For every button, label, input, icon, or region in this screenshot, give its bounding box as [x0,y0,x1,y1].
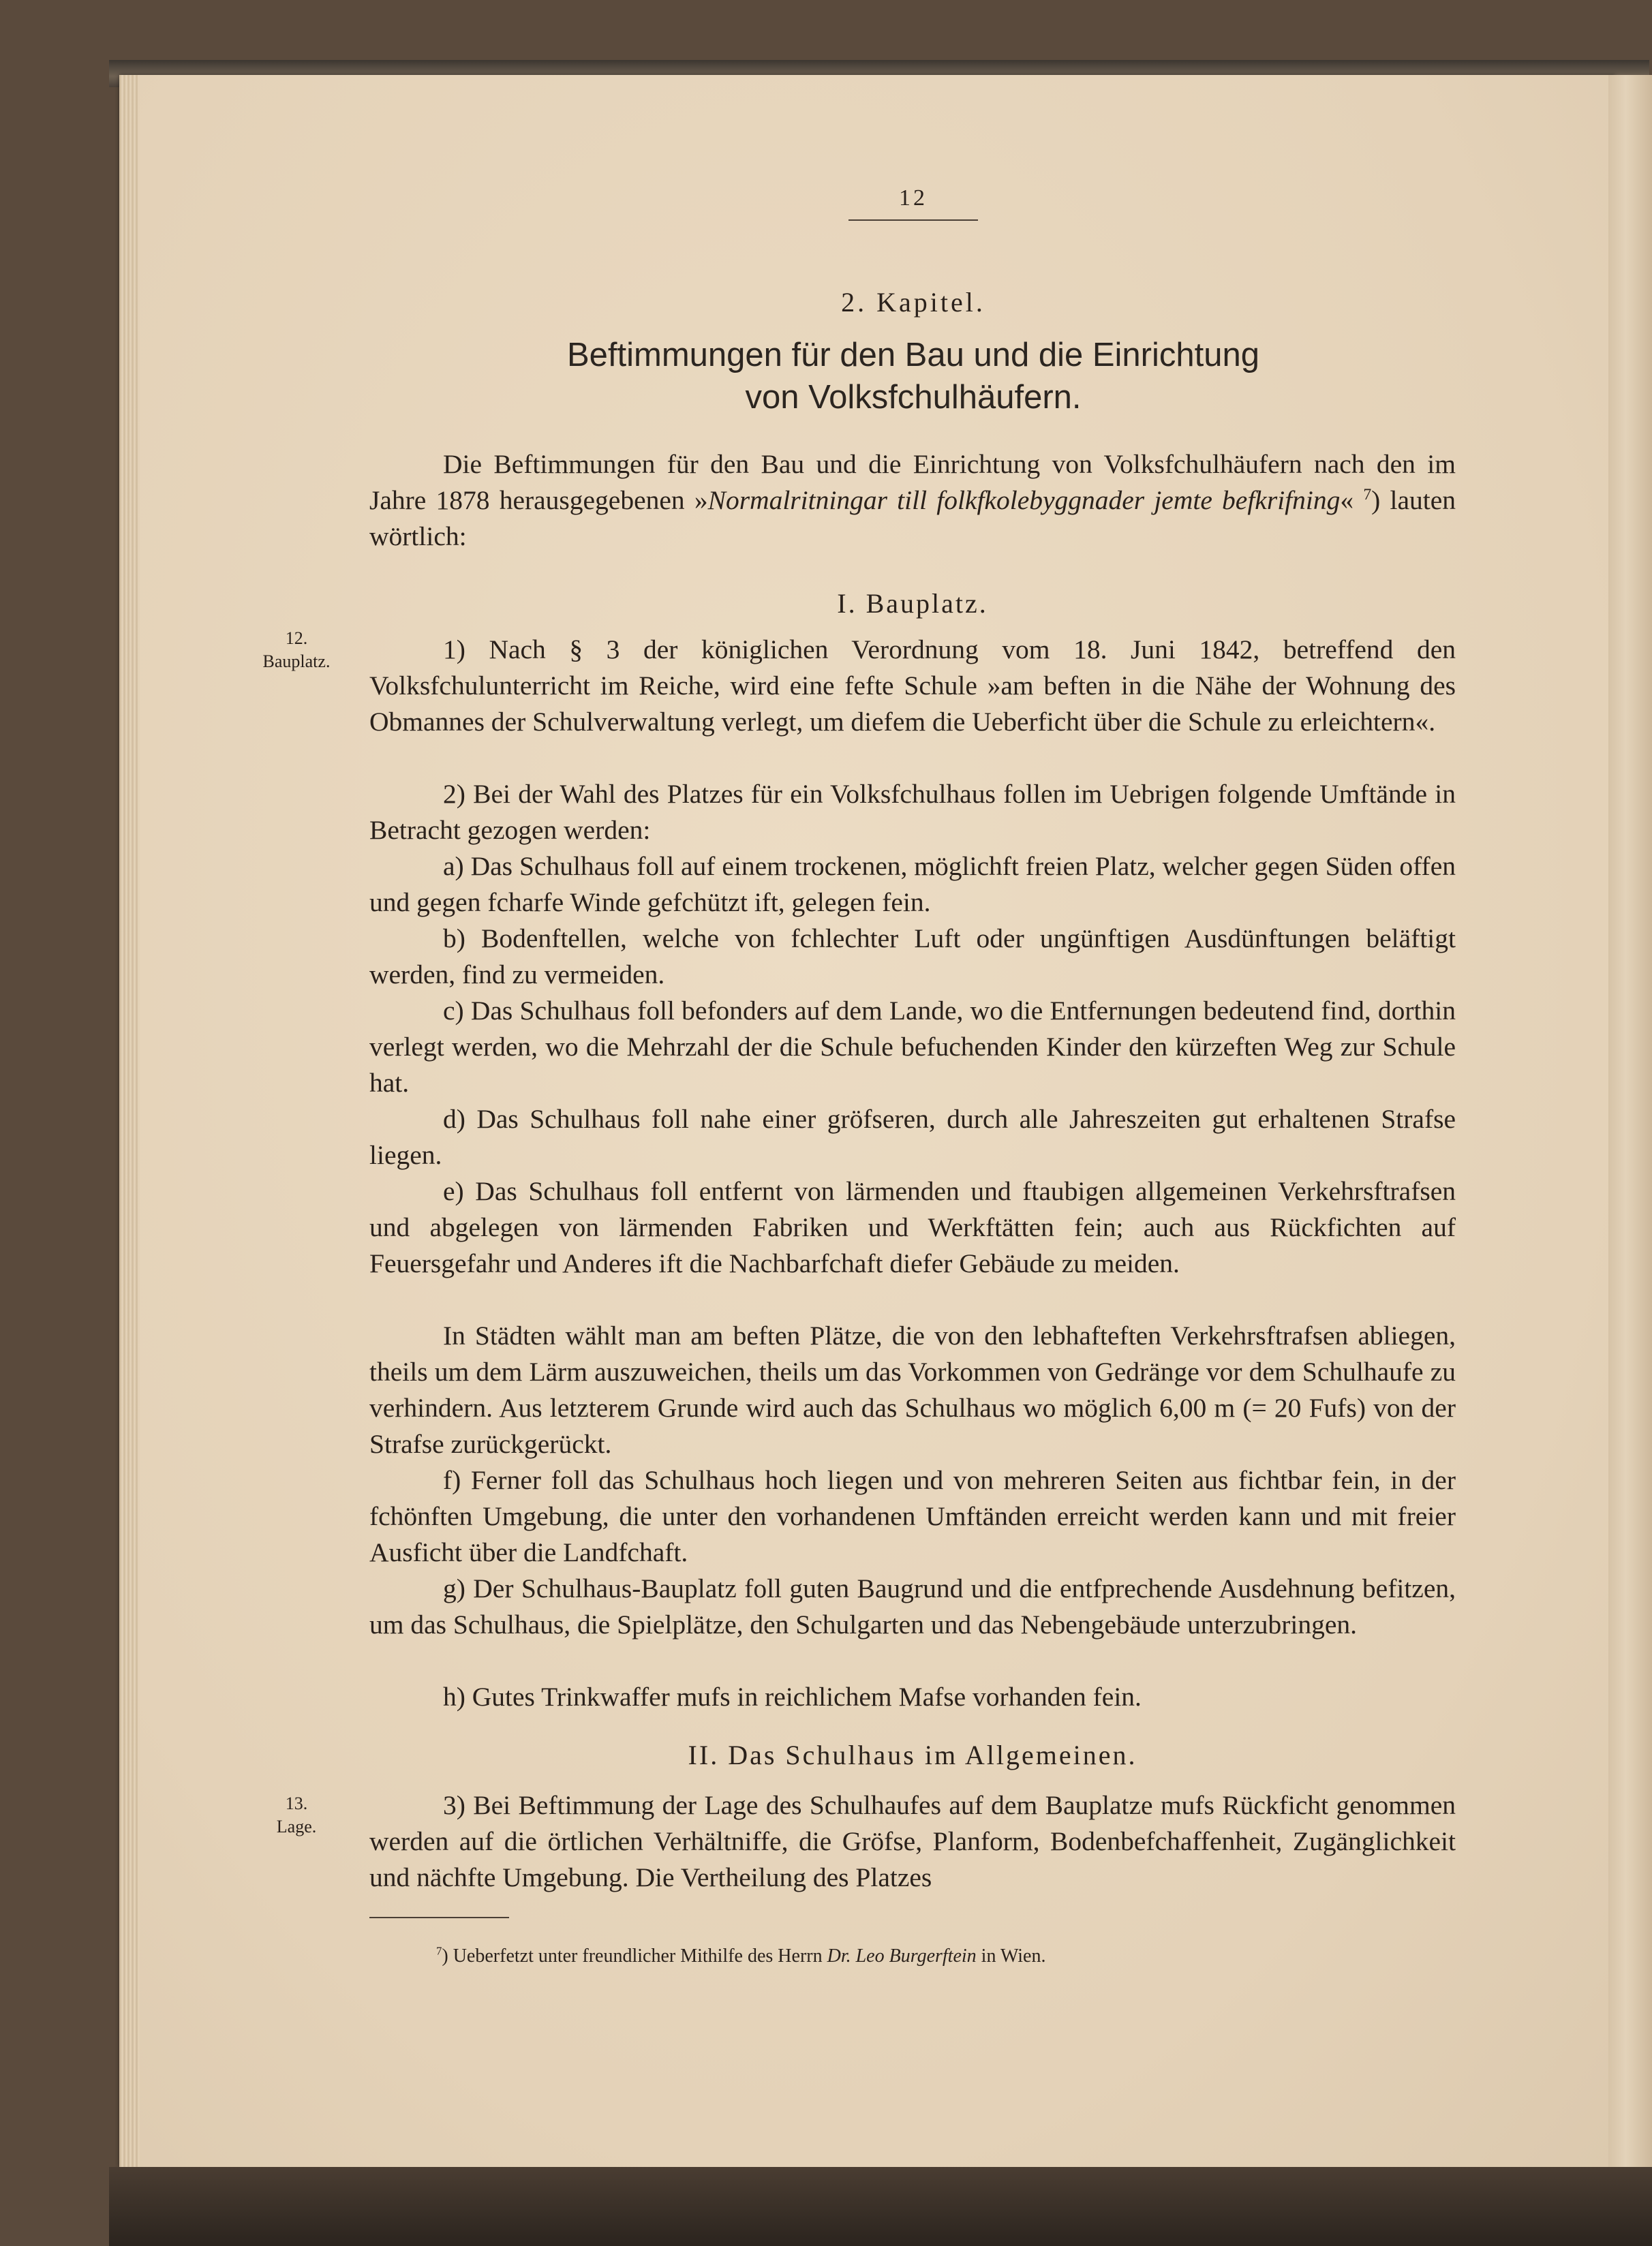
intro-italic-title: Normalritningar till folkfkolebyggnader jemte befkrifning [707,485,1341,515]
margin-note-label: Bauplatz. [262,651,331,671]
margin-note-label: Lage. [276,1817,317,1836]
section-heading-bauplatz: I. Bauplatz. [837,588,988,619]
chapter-title: Beftimmungen für den Bau und die Einrichtung von Volksfchulhäufern. [566,337,1260,416]
page-gutter [119,75,140,2167]
paragraph-2: 2) Bei der Wahl des Platzes für ein Volksfchulhaus follen im Uebrigen folgende Umftände in Betracht gezogen werden: [369,779,1456,845]
margin-note-number: 12. [285,628,308,648]
paragraph-h: h) Gutes Trinkwaffer mufs in reichlichem Mafse vorhanden fein. [443,1682,1142,1712]
chapter-label: 2. Kapitel. [841,287,985,318]
book-binding-bottom [109,2167,1652,2246]
section-heading-schulhaus: II. Das Schulhaus im Allgemeinen. [688,1740,1137,1770]
page-number: 12 [899,185,928,211]
footnote-marker: 7 [436,1944,442,1958]
paragraph-1: 1) Nach § 3 der königlichen Verordnung vom 18. Juni 1842, betreffend den Volksfchulunterricht im Reiche, wird eine fefte Schule »am beften in die Nähe der Wohnung des Obmannes der Schulverwaltung verlegt, um diefem die Ueberficht über die Schule zu erleichtern«. [369,634,1456,737]
page-edge-right [1608,75,1652,2167]
paragraph-e: e) Das Schulhaus foll entfernt von lärmenden und ftaubigen allgemeinen Verkehrsftrafsen und abgelegen von lärmenden Fabriken und Werkftätten fein; auch aus Rückfichten auf Feuersgefahr und Anderes ift die Nachbarfchaft diefer Gebäude zu meiden. [369,1176,1456,1278]
paragraph-f: f) Ferner foll das Schulhaus hoch liegen und von mehreren Seiten aus fichtbar fein, in der fchönften Umgebung, die unter den vorhandenen Umftänden erreicht werden kann und mit freier Ausficht über die Landfchaft. [369,1465,1456,1567]
footnote: $^7$) Ueberfetzt unter freundlicher Mithilfe des Herrn Dr. Leo Burgerftein in Wien. [436,1944,1046,1967]
paragraph-d: d) Das Schulhaus foll nahe einer gröfseren, durch alle Jahreszeiten gut erhaltenen Strafse liegen. [369,1104,1456,1170]
footnote-rule [369,1917,509,1918]
margin-note-13 [252,1792,341,1839]
paragraph-3: 3) Bei Beftimmung der Lage des Schulhaufes auf dem Bauplatze mufs Rückficht genommen werden auf die örtlichen Verhältniffe, die Gröfse, Planform, Bodenbefchaffenheit, Zugänglichkeit und nächfte Umgebung. Die Vertheilung des Platzes [369,1790,1456,1892]
paragraph-staedte: In Städten wählt man am beften Plätze, die von den lebhafteften Verkehrsftrafsen abliegen, theils um dem Lärm auszuweichen, theils um das Vorkommen von Gedränge vor dem Schulhaufe zu verhindern. Aus letzterem Grunde wird auch das Schulhaus wo möglich 6,00 m (= 20 Fufs) von der Strafse zurückgerückt. [369,1321,1456,1459]
margin-note-12 [252,627,341,673]
footnote-reference: 7 [1363,485,1372,504]
footnote-name: Dr. Leo Burgerftein [827,1945,977,1967]
intro-paragraph: Die Beftimmungen für den Bau und die Einrichtung von Volksfchulhäufern nach den im Jahre 1878 herausgegebenen »Normalritningar till folkfkolebyggnader jemte befkrifning« $^7$) lauten wörtlich: [369,449,1456,551]
paragraph-b: b) Bodenftellen, welche von fchlechter Luft oder ungünftigen Ausdünftungen beläftigt werden, find zu vermeiden. [369,923,1456,989]
margin-note-number: 13. [285,1794,308,1813]
page-number-rule [848,219,978,221]
paragraph-c: c) Das Schulhaus foll befonders auf dem Lande, wo die Entfernungen bedeutend find, dorthin verlegt werden, wo die Mehrzahl der die Schule befuchenden Kinder den kürzeften Weg zur Schule hat. [369,996,1456,1098]
paragraph-g: g) Der Schulhaus-Bauplatz foll guten Baugrund und die entfprechende Ausdehnung befitzen, um das Schulhaus, die Spielplätze, den Schulgarten und das Nebengebäude unterzubringen. [369,1573,1456,1640]
paragraph-a: a) Das Schulhaus foll auf einem trockenen, möglichft freien Platz, welcher gegen Süden offen und gegen fcharfe Winde gefchützt ift, gelegen fein. [369,851,1456,917]
